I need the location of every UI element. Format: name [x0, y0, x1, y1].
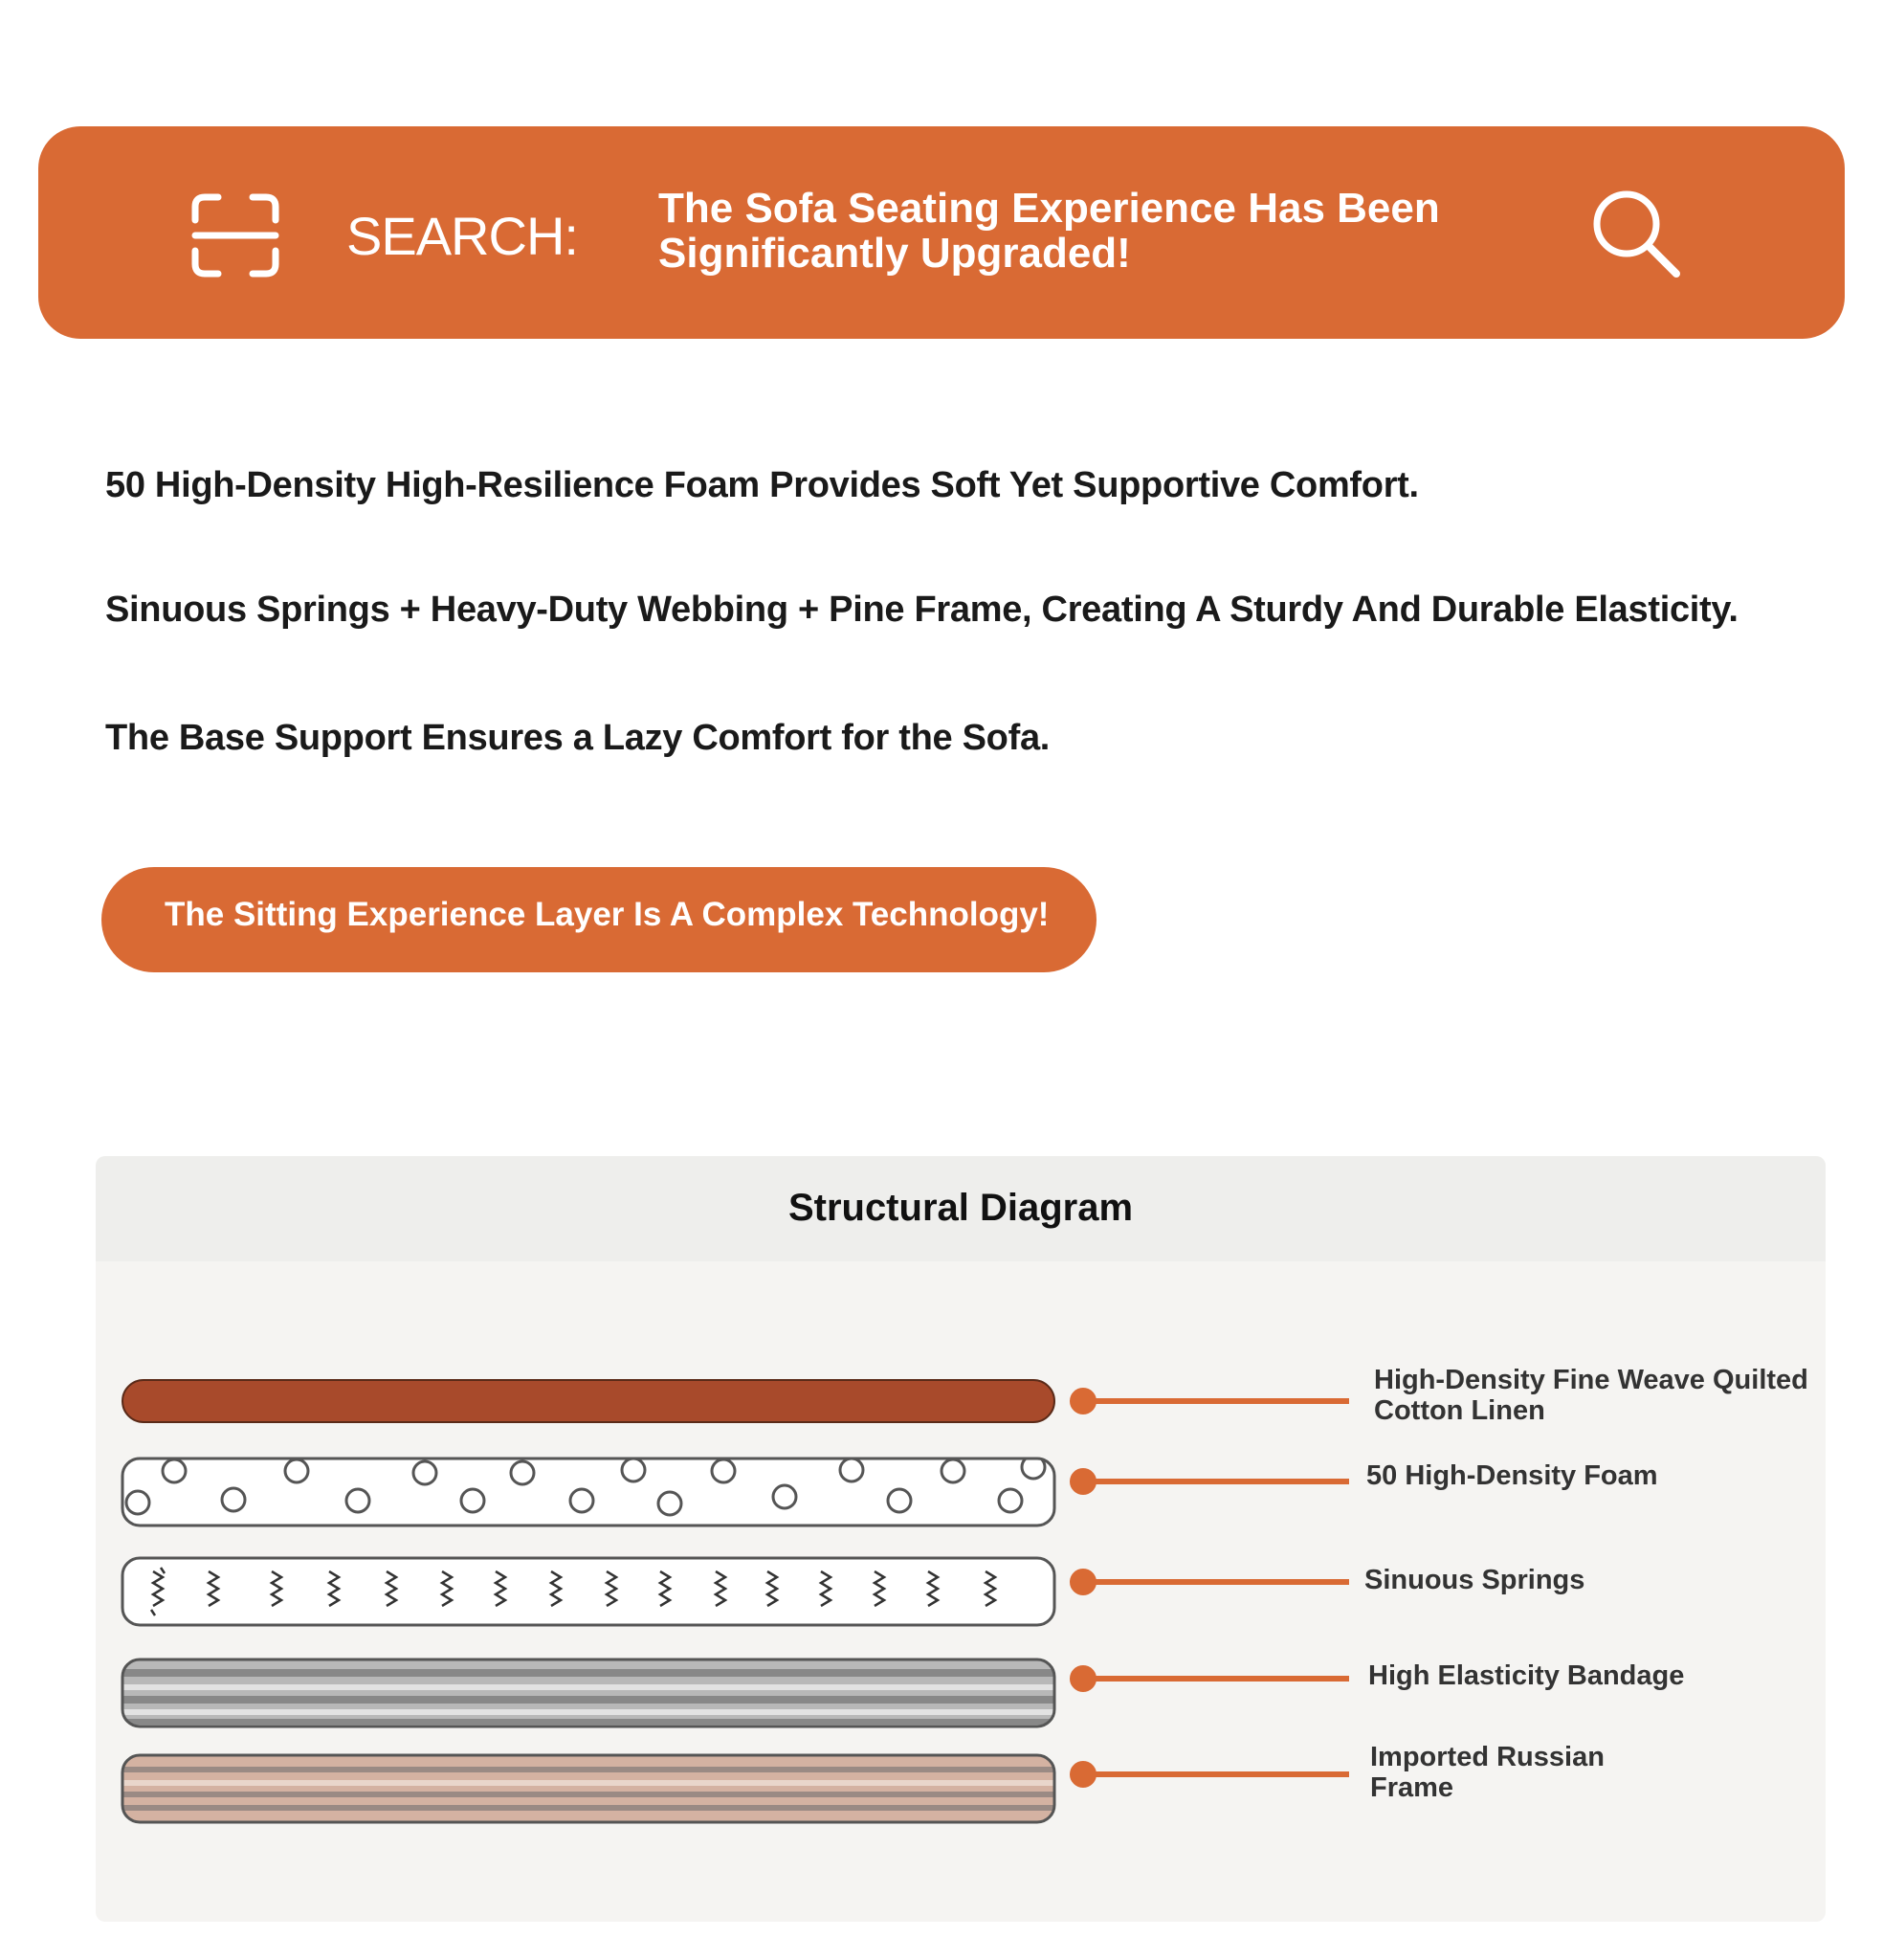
springs-layer [122, 1558, 1054, 1625]
diagram-title: Structural Diagram [787, 1187, 1134, 1229]
frame-layer [122, 1755, 1054, 1822]
layer-label-springs: Sinuous Springs [1364, 1565, 1585, 1595]
layers-illustration [96, 1156, 1826, 1922]
search-bar[interactable] [38, 126, 1845, 339]
bandage-layer [122, 1659, 1054, 1726]
layer-label-fabric: High-Density Fine Weave Quilted Cotton Linen [1374, 1365, 1808, 1426]
technology-banner [101, 867, 1097, 972]
feature-springs-text: Sinuous Springs + Heavy-Duty Webbing + Pine Frame, Creating A Sturdy And Durable Elasticity. [105, 590, 1739, 630]
layer-label-bandage: High Elasticity Bandage [1368, 1660, 1685, 1691]
layer-label-foam: 50 High-Density Foam [1366, 1460, 1658, 1491]
fabric-layer [122, 1380, 1054, 1422]
structural-diagram [96, 1156, 1826, 1922]
search-input[interactable]: The Sofa Seating Experience Has Been Significantly Upgraded! [658, 185, 1440, 277]
foam-layer [122, 1456, 1054, 1526]
feature-foam-text: 50 High-Density High-Resilience Foam Provides Soft Yet Supportive Comfort. [105, 465, 1419, 505]
scan-icon[interactable] [191, 193, 279, 278]
layer-label-frame: Imported Russian Frame [1370, 1742, 1605, 1803]
technology-banner-text: The Sitting Experience Layer Is A Complex Technology! [165, 896, 1050, 933]
search-label: SEARCH: [346, 206, 578, 266]
search-icon[interactable] [1590, 188, 1682, 279]
feature-base-text: The Base Support Ensures a Lazy Comfort for the Sofa. [105, 718, 1051, 758]
